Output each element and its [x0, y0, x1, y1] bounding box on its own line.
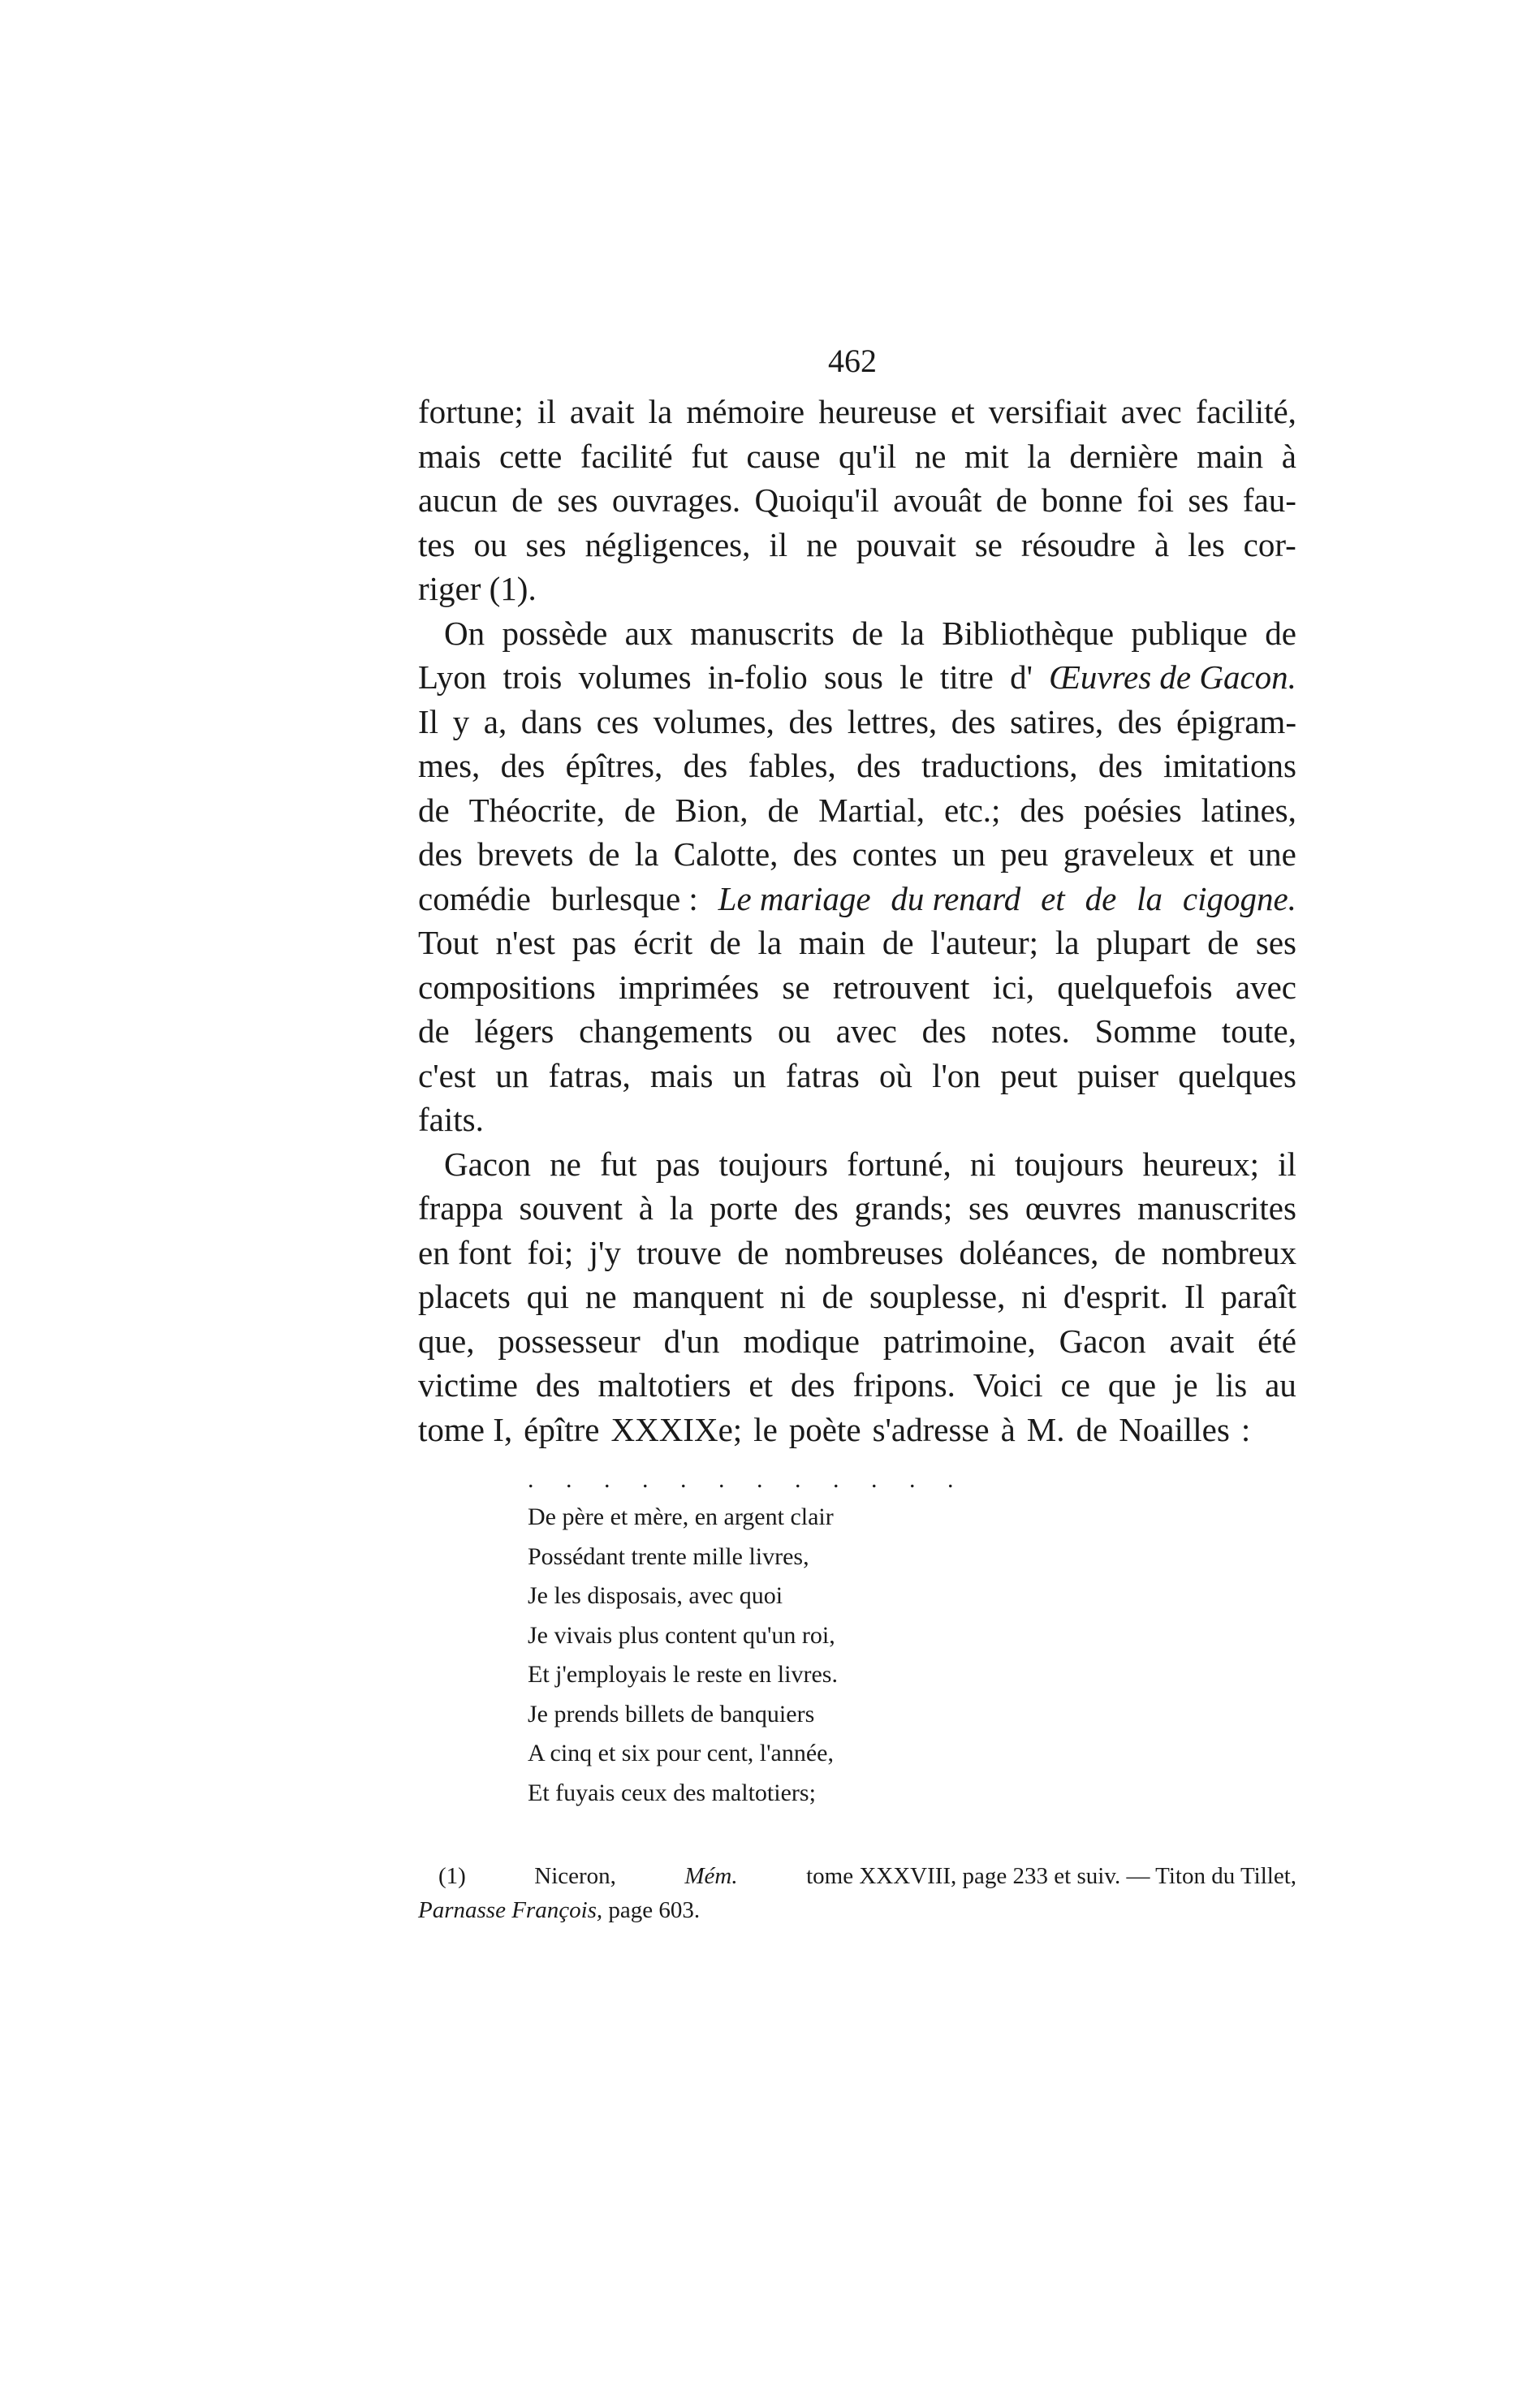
- word: placets: [418, 1278, 511, 1315]
- word: des: [1020, 791, 1065, 829]
- word: doléances,: [959, 1233, 1099, 1271]
- word: et: [1209, 835, 1234, 873]
- word: puiser: [1076, 1056, 1159, 1094]
- word: mes,: [418, 747, 481, 784]
- word: de: [418, 1012, 450, 1050]
- word: Calotte,: [673, 835, 779, 873]
- footnote-author: Niceron,: [534, 1863, 616, 1889]
- text-line: [418, 877, 1296, 921]
- word: de: [623, 791, 656, 829]
- ellipsis-dots: . . . . . . . . . . . .: [528, 1466, 967, 1493]
- word: une: [1248, 835, 1296, 873]
- word: qu'il: [838, 437, 897, 475]
- word: comédie: [418, 879, 531, 917]
- word: à: [1281, 437, 1296, 475]
- word: fortuné,: [847, 1145, 951, 1183]
- word: foi: [1137, 481, 1175, 519]
- word: œuvres: [1025, 1189, 1122, 1227]
- word: que: [1107, 1366, 1157, 1404]
- word: des: [535, 1366, 580, 1404]
- word: la: [900, 614, 925, 652]
- word: bonne: [1041, 481, 1124, 519]
- word: l'auteur;: [930, 924, 1038, 961]
- text-line: [418, 434, 1296, 479]
- word: un: [495, 1056, 529, 1094]
- word: l'on: [932, 1056, 981, 1094]
- word: de: [1076, 1410, 1108, 1448]
- verse-line: Et fuyais ceux des maltotiers;: [528, 1779, 816, 1806]
- word: ou: [777, 1012, 811, 1050]
- word: imitations: [1163, 747, 1296, 784]
- word: au: [1265, 1366, 1296, 1404]
- word: versifiait: [988, 393, 1107, 430]
- footnote-reference: tome XXXVIII, page 233 et suiv. — Titon du Tillet,: [806, 1863, 1296, 1889]
- word: ces: [596, 702, 640, 740]
- word: des: [1117, 702, 1163, 740]
- word: cigogne.: [1182, 879, 1296, 917]
- word: compositions: [418, 968, 596, 1006]
- poem-excerpt: [528, 1465, 1015, 1813]
- text-line: [418, 1054, 1296, 1098]
- word: la: [757, 924, 783, 961]
- footnote: [418, 1859, 1296, 1927]
- verse-line: Je vivais plus content qu'un roi,: [528, 1621, 835, 1649]
- word: fut: [600, 1145, 637, 1183]
- word: volumes,: [653, 702, 774, 740]
- word: avait: [1169, 1322, 1235, 1360]
- word: le: [899, 658, 924, 696]
- word: de: [588, 835, 620, 873]
- verse-line: Je les disposais, avec quoi: [528, 1582, 783, 1609]
- word: d': [1010, 658, 1033, 696]
- word: plupart: [1096, 924, 1191, 961]
- word: Théocrite,: [468, 791, 605, 829]
- word: contes: [852, 835, 938, 873]
- word: in-folio: [707, 658, 808, 696]
- verse-line: Possédant trente mille livres,: [528, 1542, 809, 1570]
- word: la: [1137, 879, 1163, 917]
- word: XXXIXe;: [610, 1410, 743, 1448]
- word: Noailles: [1119, 1410, 1230, 1448]
- word: c'est: [418, 1056, 477, 1094]
- word: Lyon: [418, 658, 487, 696]
- poem-verses: [528, 1498, 1015, 1813]
- text-line: [418, 1142, 1296, 1187]
- word: manuscrits: [690, 614, 835, 652]
- word: Martial,: [818, 791, 925, 829]
- word: avec: [835, 1012, 897, 1050]
- word: Il: [418, 702, 439, 740]
- word: frappa: [418, 1189, 503, 1227]
- word: toujours: [1014, 1145, 1124, 1183]
- word: le: [753, 1410, 778, 1448]
- verse-line: De père et mère, en argent clair: [528, 1503, 834, 1530]
- word: grands;: [854, 1189, 953, 1227]
- word: épître: [524, 1410, 600, 1448]
- word: manquent: [632, 1278, 764, 1315]
- word: en font: [418, 1233, 511, 1271]
- text-line: [418, 832, 1296, 877]
- word: mais: [418, 437, 481, 475]
- word: Gacon: [444, 1145, 532, 1183]
- word: il: [1278, 1145, 1296, 1183]
- word: se: [782, 968, 810, 1006]
- text-line: [418, 1098, 1296, 1142]
- word: toujours: [718, 1145, 828, 1183]
- word: lis: [1215, 1366, 1248, 1404]
- word: des: [788, 702, 834, 740]
- word: ses: [1255, 924, 1296, 961]
- word: paraît: [1220, 1278, 1296, 1315]
- word: avait: [569, 393, 635, 430]
- word: Voici: [973, 1366, 1043, 1404]
- word: de: [1265, 614, 1296, 652]
- body-text: [418, 390, 1296, 1452]
- text-line: [418, 611, 1296, 656]
- word: avouât: [893, 481, 982, 519]
- word: facilité,: [1195, 393, 1296, 430]
- word: souplesse,: [869, 1278, 1006, 1315]
- word: des: [500, 747, 546, 784]
- word: ne: [550, 1145, 581, 1183]
- word: On: [444, 614, 485, 652]
- word: écrit: [633, 924, 693, 961]
- word: trois: [503, 658, 563, 696]
- word: lettres,: [847, 702, 938, 740]
- word: je: [1173, 1366, 1198, 1404]
- word: titre: [939, 658, 994, 696]
- word: avec: [1120, 393, 1182, 430]
- word: main: [1197, 437, 1264, 475]
- word: ne: [585, 1278, 617, 1315]
- word: un: [732, 1056, 766, 1094]
- word: sous: [823, 658, 883, 696]
- word: retrouvent: [832, 968, 970, 1006]
- word: de: [418, 791, 450, 829]
- word: de: [1207, 924, 1239, 961]
- footnote-work-title: Mém.: [684, 1863, 738, 1889]
- word: dernière: [1069, 437, 1179, 475]
- word: la: [1027, 437, 1051, 475]
- word: de: [852, 614, 883, 652]
- word: souvent: [519, 1189, 623, 1227]
- word: résoudre: [1020, 525, 1136, 563]
- word: fut: [691, 437, 728, 475]
- word: trouve: [636, 1233, 722, 1271]
- word: et: [951, 393, 975, 430]
- word: ses: [1188, 481, 1229, 519]
- word: s'adresse: [872, 1410, 990, 1448]
- word: à: [638, 1189, 654, 1227]
- word: des: [794, 1189, 839, 1227]
- word: Quoiqu'il: [754, 481, 879, 519]
- word: la: [634, 835, 659, 873]
- word: Bion,: [675, 791, 748, 829]
- word: M.: [1026, 1410, 1065, 1448]
- word: de: [1085, 879, 1117, 917]
- word: mit: [964, 437, 1009, 475]
- word: de: [995, 481, 1028, 519]
- word: :: [1240, 1410, 1251, 1448]
- word: d'un: [663, 1322, 720, 1360]
- word: Tout: [418, 924, 479, 961]
- word: possesseur: [498, 1322, 641, 1360]
- word: aux: [624, 614, 673, 652]
- text-line: [418, 921, 1296, 965]
- word: Gacon: [1059, 1322, 1146, 1360]
- verse-line: A cinq et six pour cent, l'année,: [528, 1740, 834, 1766]
- verse-line: Et j'employais le reste en livres.: [528, 1661, 838, 1688]
- word: des: [1098, 747, 1143, 784]
- text-line: [418, 788, 1296, 833]
- word: graveleux: [1063, 835, 1195, 873]
- word: la: [1055, 924, 1080, 961]
- word: j'y: [589, 1233, 621, 1271]
- word: peu: [1000, 835, 1049, 873]
- word: des: [921, 1012, 967, 1050]
- word: où: [878, 1056, 912, 1094]
- word: volumes: [578, 658, 692, 696]
- word: légers: [474, 1012, 554, 1050]
- text-line: [418, 390, 1296, 434]
- word: porte: [710, 1189, 779, 1227]
- word: se: [974, 525, 1003, 563]
- word: de: [882, 924, 914, 961]
- word: de: [822, 1278, 854, 1315]
- footnote-work-title-2: Parnasse François,: [418, 1897, 603, 1923]
- word: de: [709, 924, 741, 961]
- word: des: [790, 1366, 835, 1404]
- word: facilité: [580, 437, 673, 475]
- word: maltotiers: [597, 1366, 731, 1404]
- word: quelques: [1178, 1056, 1296, 1094]
- text-line: [418, 478, 1296, 523]
- word: des: [792, 835, 838, 873]
- text-line: [418, 1275, 1296, 1319]
- word: peut: [1000, 1056, 1058, 1094]
- word: latines,: [1201, 791, 1296, 829]
- word: mais: [649, 1056, 714, 1094]
- word: poésies: [1083, 791, 1182, 829]
- word: Bibliothèque: [942, 614, 1115, 652]
- word: il: [769, 525, 788, 563]
- word: à: [1154, 525, 1170, 563]
- word: de: [737, 1233, 769, 1271]
- word: etc.;: [944, 791, 1001, 829]
- word: ses: [968, 1189, 1010, 1227]
- word: ce: [1060, 1366, 1090, 1404]
- page-number: 462: [828, 343, 877, 379]
- word: ni: [969, 1145, 996, 1183]
- word: ni: [1021, 1278, 1048, 1315]
- footnote-reference-2: page 603.: [608, 1897, 701, 1923]
- word: de: [511, 481, 543, 519]
- word: patrimoine,: [882, 1322, 1036, 1360]
- word: Le mariage: [718, 879, 871, 917]
- word: ni: [779, 1278, 806, 1315]
- word: poète: [788, 1410, 861, 1448]
- word: des: [856, 747, 901, 784]
- word: cette: [498, 437, 563, 475]
- footnote-marker: (1): [438, 1863, 466, 1889]
- word: nombreux: [1161, 1233, 1296, 1271]
- word: des: [951, 702, 996, 740]
- word: ici,: [992, 968, 1034, 1006]
- word: mémoire: [686, 393, 805, 430]
- word: il: [537, 393, 556, 430]
- word: riger (1).: [418, 570, 537, 607]
- word: les: [1188, 525, 1225, 563]
- text-line: [418, 567, 1296, 611]
- word: épîtres,: [565, 747, 663, 784]
- word: fatras: [785, 1056, 860, 1094]
- word: pas: [572, 924, 617, 961]
- text-line: [418, 1363, 1296, 1408]
- word: toute,: [1221, 1012, 1296, 1050]
- word: cause: [746, 437, 821, 475]
- word: imprimées: [619, 968, 760, 1006]
- word: la: [648, 393, 673, 430]
- word: et: [748, 1366, 773, 1404]
- word: heureuse: [818, 393, 937, 430]
- word: aucun: [418, 481, 498, 519]
- word: du renard: [891, 879, 1021, 917]
- word: ouvrages.: [611, 481, 741, 519]
- text-line: [418, 1009, 1296, 1054]
- word: épigram-: [1175, 702, 1296, 740]
- word: Œuvres de Gacon.: [1049, 658, 1296, 696]
- word: manuscrites: [1137, 1189, 1296, 1227]
- word: changements: [579, 1012, 753, 1050]
- word: victime: [418, 1366, 518, 1404]
- word: tes: [418, 525, 455, 563]
- text-line: [418, 700, 1296, 744]
- word: pouvait: [856, 525, 956, 563]
- word: satires,: [1010, 702, 1104, 740]
- word: fatras,: [548, 1056, 631, 1094]
- word: a,: [483, 702, 507, 740]
- text-line: [418, 1408, 1296, 1452]
- word: possède: [502, 614, 608, 652]
- word: brevets: [477, 835, 574, 873]
- verse-line: Je prends billets de banquiers: [528, 1700, 815, 1728]
- text-line: [418, 523, 1296, 567]
- word: quelquefois: [1057, 968, 1213, 1006]
- word: Il: [1184, 1278, 1205, 1315]
- word: burlesque :: [550, 879, 698, 917]
- word: que,: [418, 1322, 475, 1360]
- word: foi;: [527, 1233, 574, 1271]
- word: un: [951, 835, 986, 873]
- word: des: [418, 835, 463, 873]
- word: ses: [557, 481, 598, 519]
- word: fripons.: [852, 1366, 955, 1404]
- word: ne: [806, 525, 838, 563]
- text-line: [418, 965, 1296, 1010]
- word: la: [669, 1189, 694, 1227]
- word: y: [452, 702, 470, 740]
- text-line: [418, 1319, 1296, 1364]
- word: qui: [526, 1278, 570, 1315]
- word: pas: [655, 1145, 701, 1183]
- text-line: [418, 1186, 1296, 1231]
- text-line: [418, 655, 1296, 700]
- word: nombreuses: [784, 1233, 944, 1271]
- word: d'esprit.: [1063, 1278, 1169, 1315]
- word: fables,: [748, 747, 836, 784]
- word: été: [1257, 1322, 1296, 1360]
- text-line: [418, 1231, 1296, 1275]
- word: cor-: [1243, 525, 1296, 563]
- word: des: [683, 747, 728, 784]
- word: tome I,: [418, 1410, 513, 1448]
- word: ses: [525, 525, 567, 563]
- word: main: [798, 924, 865, 961]
- word: ne: [914, 437, 947, 475]
- word: traductions,: [921, 747, 1078, 784]
- word: et: [1041, 879, 1065, 917]
- word: faits.: [418, 1101, 484, 1138]
- word: publique: [1131, 614, 1248, 652]
- word: à: [1000, 1410, 1016, 1448]
- word: heureux;: [1142, 1145, 1259, 1183]
- word: modique: [743, 1322, 860, 1360]
- word: fortune;: [418, 393, 524, 430]
- word: fau-: [1242, 481, 1296, 519]
- footnote-line-1: [438, 1859, 1296, 1893]
- word: avec: [1235, 968, 1296, 1006]
- word: Somme: [1094, 1012, 1197, 1050]
- word: ou: [473, 525, 507, 563]
- word: n'est: [495, 924, 555, 961]
- word: négligences,: [585, 525, 751, 563]
- word: de: [767, 791, 800, 829]
- footnote-line-2: [418, 1893, 1296, 1927]
- word: dans: [520, 702, 583, 740]
- word: de: [1114, 1233, 1146, 1271]
- word: notes.: [991, 1012, 1070, 1050]
- text-line: [418, 744, 1296, 788]
